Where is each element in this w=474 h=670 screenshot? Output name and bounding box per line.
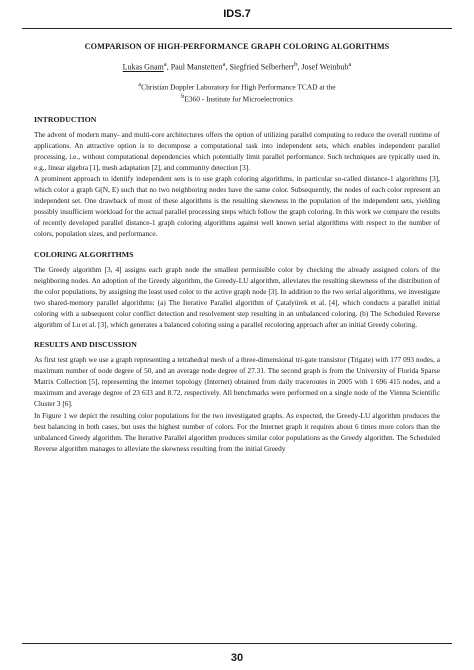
affiliation-sup: a (138, 81, 142, 88)
author-name: , Josef Weinbub (297, 62, 349, 72)
author-presenting: Lukas Gnam (122, 62, 164, 72)
author-sup: a (222, 61, 226, 68)
paragraph-introduction-1: The advent of modern many- and multi-core architectures offers the option of utilizing parallel computing to reduce the overall runtime of applications. An attractive option is to decompose a computational task into independent sets, which enables independent parallel processing, i.e., without computational dependencies which potentially limit parallel performance. Such techniques are typically used in, e.g., linear algebra [1], mesh adaptation [2], and community detection [3]. (34, 129, 440, 172)
author-name: , Paul Manstetten (166, 62, 223, 72)
section-heading-introduction: INTRODUCTION (34, 114, 97, 124)
paragraph-results-1: As first test graph we use a graph representing a tetrahedral mesh of a three-dimensional tri-gate transistor (Trigate) with 177 093 nodes, a maximum number of node degree of 50, and an average node degree of 27.31. The second graph is from the University of Florida Sparse Matrix Collection [5], representing the internet topology (Internet) obtained from daily traceroutes in 2005 with 1 696 415 nodes, and a maximum and average degree of 23 633 and 8.72, respectively. All benchmarks were performed on a single node of the Vienna Scientific Cluster 3 [6]. (34, 355, 440, 409)
paragraph-introduction-2: A prominent approach to identify independent sets is to use graph coloring algorithms, in particular so-called distance-1 algorithms [3], which color a graph G(N, E) such that no two neighboring nodes have the same color. Subsequently, the nodes of each color represent an independent set. One drawback of most of these algorithms is the resulting skewness in the population of the independent sets, yielding possibly insufficient workload for the actual parallel processing steps which follow the graph coloring. In this work we compare the results of recently developed parallel distance-1 graph coloring algorithms against well known serial algorithms with respect to the number of colors, population sizes, and performance. (34, 173, 440, 239)
section-heading-results: RESULTS AND DISCUSSION (34, 340, 137, 350)
author-sup: a (348, 61, 352, 68)
author-list (34, 61, 440, 72)
affiliation-sup: b (181, 94, 185, 101)
paper-body (34, 36, 440, 454)
footer-rule (22, 643, 452, 644)
author-name: , Siegfried Selberherr (225, 62, 295, 72)
affiliation-text: Christian Doppler Laboratory for High Performance TCAD at the (141, 82, 336, 92)
affiliation-b (34, 92, 440, 104)
author-sup: a (163, 61, 167, 68)
document-code: IDS.7 (223, 8, 251, 20)
affiliation-text: E360 - Institute for Microelectronics (184, 94, 293, 104)
page-number: 30 (230, 652, 244, 664)
paragraph-coloring-algorithms: The Greedy algorithm [3, 4] assigns each graph node the smallest permissible color by checking the already assigned colors of the neighboring nodes. An adoption of the Greedy algorithm, the Greedy-LU algorithm, alleviates the resulting skewness of the distribution of the color populations, by assigning the least used color to the active graph node [3]. In addition to the two serial algorithms, we investigate two shared-memory parallel algorithms: (a) The Iterative Parallel algorithm of Çatalyürek et al. [4], which conducts a parallel initial coloring with a subsequent color conflict detection and resolvement step resulting in an unbalanced coloring. (b) The Scheduled Reverse algorithm of Lu et al. [3], which generates a balanced coloring using a parallel recoloring approach after an initial Greedy coloring. (34, 264, 440, 329)
author-sup: b (294, 61, 298, 68)
section-heading-coloring-algorithms: COLORING ALGORITHMS (34, 249, 134, 259)
affiliation-a (34, 80, 440, 92)
paragraph-results-2: In Figure 1 we depict the resulting color populations for the two investigated graphs. As expected, the Greedy-LU algorithm produces the best balancing in both cases, but uses the highest number of colors. For the Internet graph it requires about 6 times more colors than the unbalanced Greedy algorithm. The Iterative Parallel algorithm produces similar color populations as the Greedy algorithm. The Scheduled Reverse algorithm manages to alleviate the skewness resulting from the initial Greedy (34, 410, 440, 453)
header-rule (22, 28, 452, 29)
paper-title: COMPARISON OF HIGH-PERFORMANCE GRAPH COLORING ALGORITHMS (84, 42, 390, 51)
